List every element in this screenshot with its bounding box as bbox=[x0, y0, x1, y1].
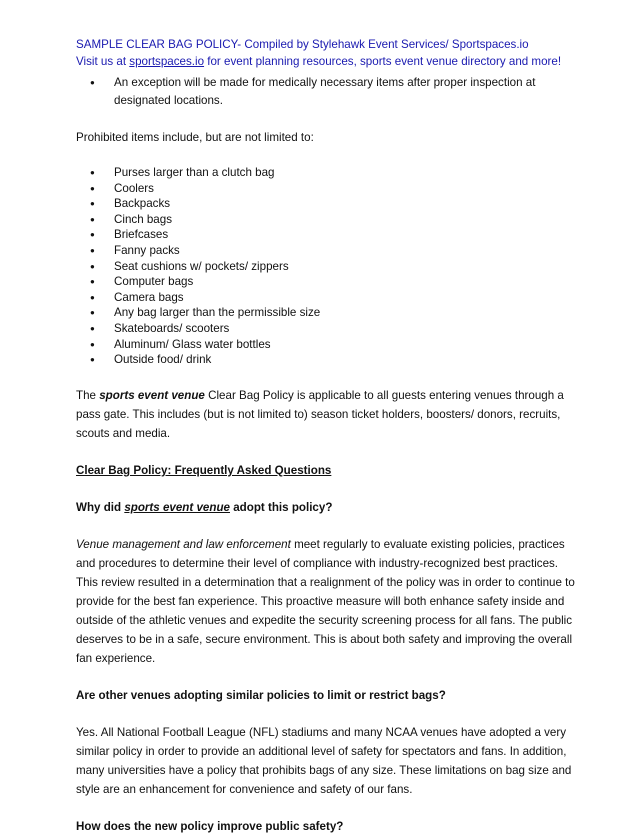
faq-title: Clear Bag Policy: Frequently Asked Questions bbox=[76, 463, 332, 477]
faq-question-3: How does the new policy improve public safety? bbox=[76, 819, 344, 833]
applicability-post: Clear Bag Policy is applicable to all guests entering venues through a pass gate. This includes (but is not limited to) season ticket holders, boosters/ donors, recruits, scouts and media. bbox=[76, 388, 564, 440]
header-visit-prefix: Visit us at bbox=[76, 55, 130, 68]
applicability-pre: The bbox=[76, 388, 100, 402]
prohibited-item: ● Fanny packs bbox=[76, 243, 576, 259]
prohibited-item: ● Any bag larger than the permissible size bbox=[76, 305, 576, 321]
prohibited-item: ● Cinch bags bbox=[76, 212, 576, 228]
a1-lead: Venue management and law enforcement bbox=[76, 537, 291, 551]
header-visit-suffix: for event planning resources, sports event venue directory and more! bbox=[204, 55, 562, 68]
q1-post: adopt this policy? bbox=[229, 500, 333, 514]
prohibited-item: ● Purses larger than a clutch bag bbox=[76, 165, 576, 181]
exception-list bbox=[76, 74, 576, 110]
prohibited-item: ● Coolers bbox=[76, 181, 576, 197]
prohibited-item: ● Camera bags bbox=[76, 290, 576, 306]
exception-item: ● An exception will be made for medically necessary items after proper inspection at designated locations. bbox=[76, 74, 576, 110]
faq-answer-2: Yes. All National Football League (NFL) stadiums and many NCAA venues have adopted a very similar policy in order to provide an additional level of safety for spectators and fans. In addition, many universities have a policy that prohibits bags of any size. These limitations on bag size and style are an enhancement for convenience and safety of our fans. bbox=[76, 725, 572, 796]
header-title: SAMPLE CLEAR BAG POLICY- Compiled by Stylehawk Event Services/ Sportspaces.io bbox=[76, 38, 529, 51]
a1-rest: meet regularly to evaluate existing policies, practices and procedures to determine their level of compliance with industry-recognized best practices. This review resulted in a determination that a realignment of the policy was in order to continue to provide for the best fan experience. This proactive measure will both enhance safety inside and outside of the athletic venues and expedite the security screening process for all fans. The public deserves to be in a safe, secure environment. This is about both safety and improving the overall fan experience. bbox=[76, 537, 575, 665]
document-page bbox=[76, 36, 576, 836]
prohibited-item: ● Skateboards/ scooters bbox=[76, 321, 576, 337]
prohibited-item: ● Briefcases bbox=[76, 227, 576, 243]
faq-question-1 bbox=[76, 498, 576, 517]
header-visit-line bbox=[76, 53, 576, 70]
prohibited-intro: Prohibited items include, but are not limited to: bbox=[76, 131, 314, 144]
document-header bbox=[76, 36, 576, 70]
prohibited-item: ● Aluminum/ Glass water bottles bbox=[76, 337, 576, 353]
prohibited-item: ● Backpacks bbox=[76, 196, 576, 212]
faq-question-2: Are other venues adopting similar policies to limit or restrict bags? bbox=[76, 688, 446, 702]
prohibited-items-list bbox=[76, 165, 576, 368]
venue-name-emphasis: sports event venue bbox=[99, 388, 205, 402]
q1-venue: sports event venue bbox=[124, 500, 230, 514]
applicability-paragraph bbox=[76, 386, 576, 443]
prohibited-item: ● Computer bags bbox=[76, 274, 576, 290]
prohibited-item: ● Outside food/ drink bbox=[76, 352, 576, 368]
q1-pre: Why did bbox=[76, 500, 125, 514]
sportspaces-link[interactable]: sportspaces.io bbox=[129, 55, 205, 68]
faq-answer-1 bbox=[76, 535, 576, 668]
prohibited-item: ● Seat cushions w/ pockets/ zippers bbox=[76, 259, 576, 275]
